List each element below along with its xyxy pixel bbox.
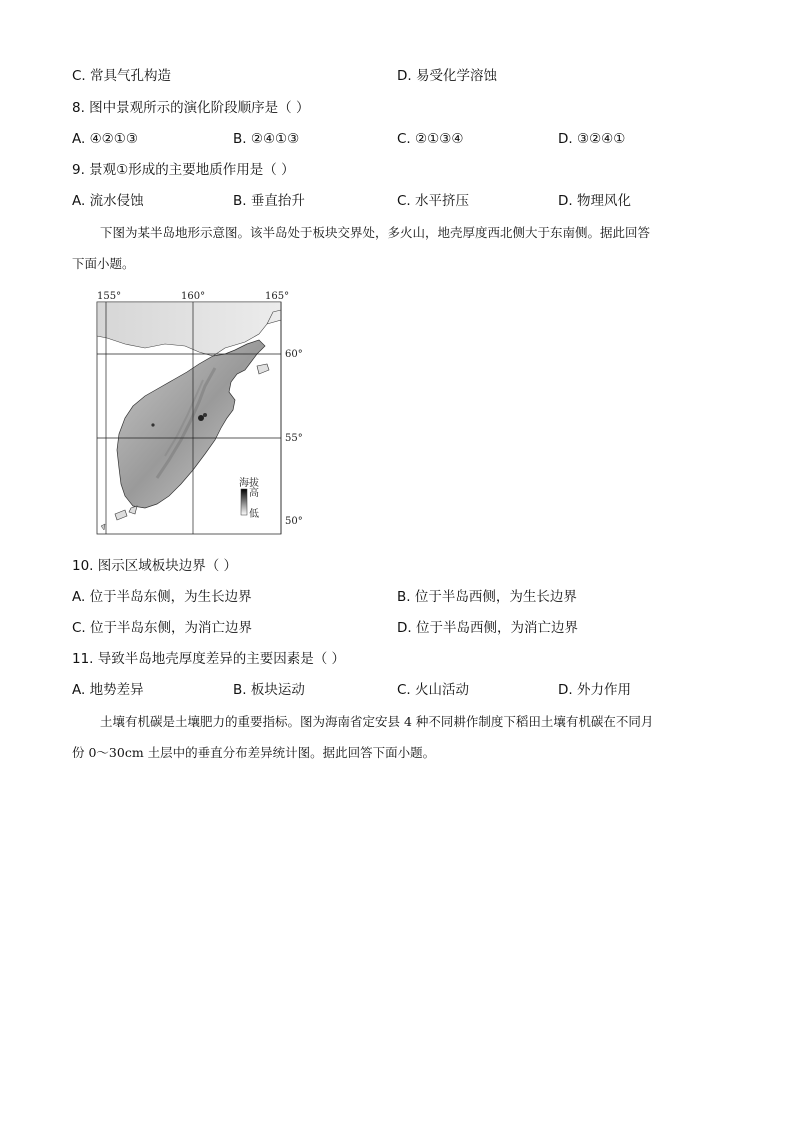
q10-option-c: C. 位于半岛东侧，为消亡边界 [72, 620, 253, 636]
q9-option-c: C. 水平挤压 [397, 193, 470, 209]
lat-label-50: 50° [285, 516, 303, 527]
q8-option-a: A. ④②①③ [72, 131, 138, 147]
peninsula-terrain-map [95, 290, 307, 540]
passage2-line2: 份 0～30cm 土层中的垂直分布差异统计图。据此回答下面小题。 [72, 745, 436, 760]
lon-label-155: 155° [97, 291, 122, 302]
legend-high: 高 [249, 488, 259, 499]
q10-option-a: A. 位于半岛东侧，为生长边界 [72, 589, 252, 605]
q10-option-b: B. 位于半岛西侧，为生长边界 [397, 589, 577, 605]
lon-label-160: 160° [181, 291, 206, 302]
q9-option-b: B. 垂直抬升 [233, 193, 305, 209]
passage1-line2: 下面小题。 [72, 256, 135, 271]
q9-option-d: D. 物理风化 [558, 193, 631, 209]
q7-option-c: C. 常具气孔构造 [72, 68, 172, 84]
q11-option-b: B. 板块运动 [233, 682, 305, 698]
q8-option-c: C. ②①③④ [397, 131, 464, 147]
legend-title: 海拔 [239, 478, 259, 489]
q9-option-a: A. 流水侵蚀 [72, 193, 144, 209]
q10-stem: 10. 图示区域板块边界（ ） [72, 558, 238, 574]
q7-option-d: D. 易受化学溶蚀 [397, 68, 497, 84]
passage1-line1: 下图为某半岛地形示意图。该半岛处于板块交界处，多火山，地壳厚度西北侧大于东南侧。据此回答 [100, 225, 651, 240]
q11-stem: 11. 导致半岛地壳厚度差异的主要因素是（ ） [72, 651, 346, 667]
legend-low: 低 [249, 509, 259, 520]
q11-option-d: D. 外力作用 [558, 682, 631, 698]
lat-label-60: 60° [285, 349, 303, 360]
q11-option-a: A. 地势差异 [72, 682, 144, 698]
lon-label-165: 165° [265, 291, 290, 302]
q8-option-b: B. ②④①③ [233, 131, 300, 147]
q10-option-d: D. 位于半岛西侧，为消亡边界 [397, 620, 578, 636]
elevation-legend [239, 476, 259, 520]
q11-option-c: C. 火山活动 [397, 682, 470, 698]
q9-stem: 9. 景观①形成的主要地质作用是（ ） [72, 162, 295, 178]
q8-stem: 8. 图中景观所示的演化阶段顺序是（ ） [72, 100, 310, 116]
q8-option-d: D. ③②④① [558, 131, 626, 147]
passage2-line1: 土壤有机碳是土壤肥力的重要指标。图为海南省定安县 4 种不同耕作制度下稻田土壤有机碳在不同月 [100, 714, 654, 729]
lat-label-55: 55° [285, 433, 303, 444]
